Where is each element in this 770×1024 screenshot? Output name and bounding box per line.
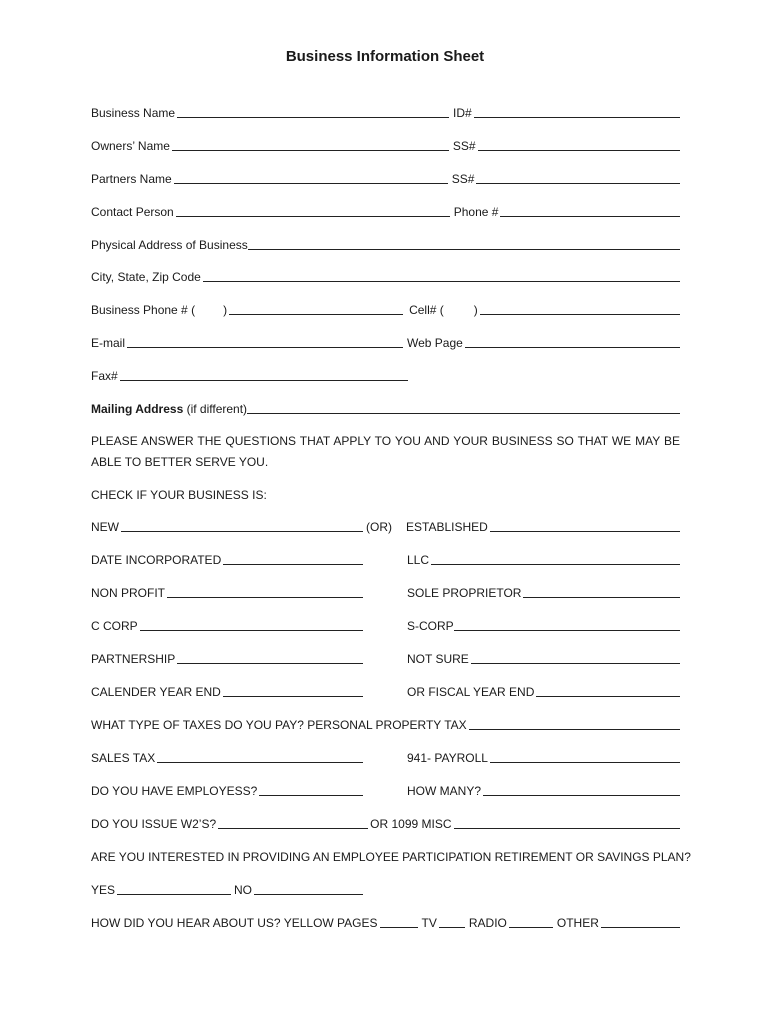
retirement-question-label: ARE YOU INTERESTED IN PROVIDING AN EMPLOYEE PARTICIPATION RETIREMENT OR SAVINGS PLAN? xyxy=(91,850,691,864)
non-profit-field[interactable] xyxy=(167,585,363,598)
yes-field[interactable] xyxy=(117,882,231,895)
misc-field[interactable] xyxy=(454,816,680,829)
check-label: CHECK IF YOUR BUSINESS IS: xyxy=(91,488,267,502)
partner-ss-label: SS# xyxy=(451,172,475,186)
row-fiscal-year-end xyxy=(407,681,680,699)
owners-name-label: Owners’ Name xyxy=(91,139,170,153)
row-new-established xyxy=(91,516,680,534)
sole-proprietor-label: SOLE PROPRIETOR xyxy=(407,586,522,600)
phone-label: Phone # xyxy=(453,205,499,219)
owner-ss-label: SS# xyxy=(452,139,476,153)
row-fax xyxy=(91,365,680,383)
phone-field[interactable] xyxy=(500,204,680,217)
row-s-corp xyxy=(407,615,680,633)
yellow-pages-field[interactable] xyxy=(380,915,418,928)
how-many-label: HOW MANY? xyxy=(407,784,482,798)
yes-label: YES xyxy=(91,883,116,897)
radio-field[interactable] xyxy=(509,915,553,928)
mailing-address-field[interactable] xyxy=(247,401,680,414)
row-taxes-question xyxy=(91,714,680,732)
personal-property-tax-field[interactable] xyxy=(469,717,680,730)
row-date-incorporated xyxy=(91,549,363,567)
row-business-name xyxy=(91,102,680,120)
fiscal-year-end-label: OR FISCAL YEAR END xyxy=(407,685,535,699)
row-payroll xyxy=(407,747,680,765)
llc-label: LLC xyxy=(407,553,430,567)
business-phone-close: ) xyxy=(223,303,228,317)
email-field[interactable] xyxy=(127,335,403,348)
not-sure-field[interactable] xyxy=(471,651,680,664)
llc-field[interactable] xyxy=(431,552,680,565)
web-page-label: Web Page xyxy=(407,336,463,350)
row-sole-proprietor xyxy=(407,582,680,600)
row-not-sure xyxy=(407,648,680,666)
physical-address-label: Physical Address of Business xyxy=(91,238,248,252)
have-employees-field[interactable] xyxy=(259,783,363,796)
fax-field[interactable] xyxy=(120,368,408,381)
row-non-profit xyxy=(91,582,363,600)
row-have-employees xyxy=(91,780,363,798)
row-calendar-year-end xyxy=(91,681,363,699)
no-label: NO xyxy=(234,883,253,897)
fax-label: Fax# xyxy=(91,369,118,383)
other-field[interactable] xyxy=(601,915,680,928)
new-label: NEW xyxy=(91,520,119,534)
row-partnership xyxy=(91,648,363,666)
business-name-field[interactable] xyxy=(177,105,449,118)
row-c-corp xyxy=(91,615,363,633)
partnership-label: PARTNERSHIP xyxy=(91,652,176,666)
calendar-year-end-label: CALENDER YEAR END xyxy=(91,685,221,699)
sales-tax-field[interactable] xyxy=(157,750,363,763)
no-field[interactable] xyxy=(254,882,363,895)
row-partners-name xyxy=(91,168,680,186)
business-name-label: Business Name xyxy=(91,106,176,120)
new-field[interactable] xyxy=(121,519,363,532)
established-field[interactable] xyxy=(490,519,680,532)
owners-name-field[interactable] xyxy=(172,138,449,151)
s-corp-label: S-CORP xyxy=(407,619,454,633)
cell-label: Cell# ( xyxy=(409,303,444,317)
established-label: ESTABLISHED xyxy=(406,520,488,534)
taxes-question-label: WHAT TYPE OF TAXES DO YOU PAY? PERSONAL PROPERTY TAX xyxy=(91,718,467,732)
sole-proprietor-field[interactable] xyxy=(523,585,680,598)
non-profit-label: NON PROFIT xyxy=(91,586,165,600)
row-city-state-zip xyxy=(91,266,680,284)
id-label: ID# xyxy=(453,106,472,120)
payroll-field[interactable] xyxy=(490,750,680,763)
how-many-field[interactable] xyxy=(483,783,680,796)
sales-tax-label: SALES TAX xyxy=(91,751,156,765)
mailing-address-label xyxy=(91,402,247,416)
mailing-address-note: (if different) xyxy=(183,402,248,416)
page-title: Business Information Sheet xyxy=(285,48,485,65)
row-email xyxy=(91,332,680,350)
s-corp-field[interactable] xyxy=(454,618,680,631)
radio-label: RADIO xyxy=(468,916,507,930)
row-retirement-question xyxy=(91,846,691,864)
not-sure-label: NOT SURE xyxy=(407,652,469,666)
row-check-label xyxy=(91,484,680,502)
cell-close: ) xyxy=(473,303,478,317)
c-corp-label: C CORP xyxy=(91,619,138,633)
calendar-year-end-field[interactable] xyxy=(223,684,363,697)
city-state-zip-label: City, State, Zip Code xyxy=(91,270,201,284)
w2-field[interactable] xyxy=(218,816,368,829)
partners-name-label: Partners Name xyxy=(91,172,172,186)
cell-field[interactable] xyxy=(480,302,680,315)
row-yes-no xyxy=(91,879,363,897)
partnership-field[interactable] xyxy=(177,651,363,664)
row-how-many xyxy=(407,780,680,798)
referral-question-label: HOW DID YOU HEAR ABOUT US? YELLOW PAGES xyxy=(91,916,378,930)
email-label: E-mail xyxy=(91,336,126,350)
date-incorporated-field[interactable] xyxy=(223,552,363,565)
row-w2 xyxy=(91,813,680,831)
w2-label: DO YOU ISSUE W2’S? xyxy=(91,817,217,831)
row-contact-person xyxy=(91,201,680,219)
row-owners-name xyxy=(91,135,680,153)
mailing-address-bold: Mailing Address xyxy=(91,402,184,416)
physical-address-field[interactable] xyxy=(248,237,680,250)
fiscal-year-end-field[interactable] xyxy=(536,684,680,697)
row-llc xyxy=(407,549,680,567)
c-corp-field[interactable] xyxy=(140,618,363,631)
misc-label: OR 1099 MISC xyxy=(370,817,452,831)
row-sales-tax xyxy=(91,747,363,765)
date-incorporated-label: DATE INCORPORATED xyxy=(91,553,222,567)
partner-ss-field[interactable] xyxy=(476,171,680,184)
web-page-field[interactable] xyxy=(465,335,680,348)
contact-person-field[interactable] xyxy=(176,204,450,217)
business-phone-field[interactable] xyxy=(229,302,403,315)
row-business-phone xyxy=(91,299,680,317)
owner-ss-field[interactable] xyxy=(478,138,680,151)
business-phone-label: Business Phone # ( xyxy=(91,303,196,317)
have-employees-label: DO YOU HAVE EMPLOYESS? xyxy=(91,784,258,798)
payroll-label: 941- PAYROLL xyxy=(407,751,488,765)
contact-person-label: Contact Person xyxy=(91,205,174,219)
tv-label: TV xyxy=(421,916,437,930)
partners-name-field[interactable] xyxy=(174,171,448,184)
instructions-text: PLEASE ANSWER THE QUESTIONS THAT APPLY TO YOU AND YOUR BUSINESS SO THAT WE MAY BE ABLE TO BETTER SERVE YOU. xyxy=(91,434,680,469)
other-label: OTHER xyxy=(556,916,599,930)
tv-field[interactable] xyxy=(439,915,465,928)
id-field[interactable] xyxy=(474,105,680,118)
row-physical-address xyxy=(91,234,680,252)
row-referral xyxy=(91,912,680,930)
row-mailing-address xyxy=(91,398,680,416)
city-state-zip-field[interactable] xyxy=(203,269,680,282)
or-label: (OR) xyxy=(366,520,392,534)
